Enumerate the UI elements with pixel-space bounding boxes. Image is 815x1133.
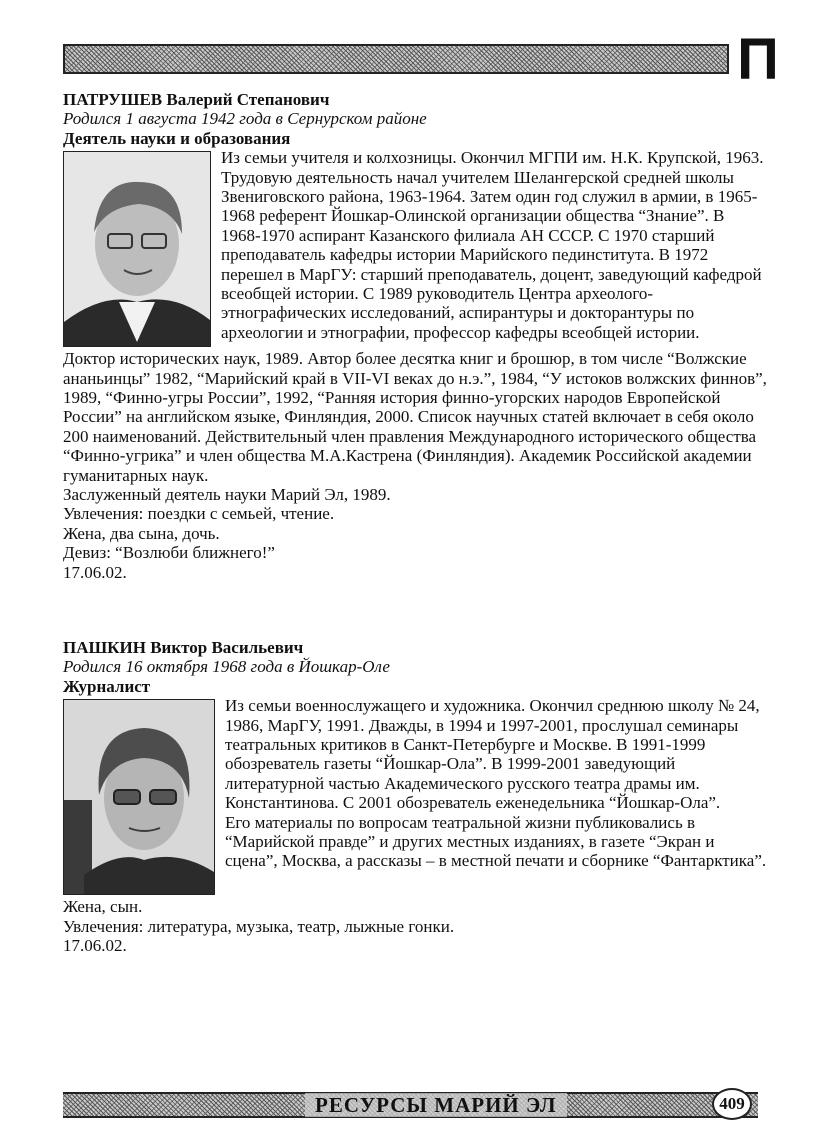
biography-text: Его материалы по вопросам театральной жизни публиковались в “Марийской правде” и других местных изданиях, в газете “Экран и сцена”, Москва, а рассказы – в местной печати и сборнике “Фантарктика”. [225, 812, 767, 871]
page-number: 409 [712, 1088, 752, 1120]
footer-title: РЕСУРСЫ МАРИЙ ЭЛ [305, 1093, 567, 1117]
person-name: ПАШКИН Виктор Васильевич [63, 638, 304, 657]
honor-line: Заслуженный деятель науки Марий Эл, 1989. [63, 485, 391, 505]
header-band [63, 44, 729, 74]
biography-text: Доктор исторических наук, 1989. Автор более десятка книг и брошюр, в том числе “Волжские ананьинцы” 1982, “Марийский край в VII-VI веках до н.э.”, 1984, “У истоков волжских финнов”, 1989, “Финно-угры России”, 1992, “Ранняя история финно-угорских народов Европейской России” на английском языке, Финляндия, 2000. Список научных статей включает в себя около 200 наименований. Действительный член правления Международного исторического общества “Финно-угрика” и член общества М.А.Кастрена (Финляндия). Академик Российской академии гуманитарных наук. [63, 349, 767, 485]
hobbies-line: Увлечения: поездки с семьей, чтение. [63, 504, 335, 524]
biography-entry [63, 638, 768, 955]
portrait-photo-icon [63, 151, 211, 347]
birth-info: Родился 1 августа 1942 года в Сернурском районе [63, 109, 427, 129]
biography-entry [63, 90, 768, 582]
date-line: 17.06.02. [63, 562, 127, 582]
motto-line: Девиз: “Возлюби ближнего!” [63, 543, 275, 563]
biography-text: Из семьи учителя и колхозницы. Окончил МГПИ им. Н.К. Крупской, 1963. Трудовую деятельность начал учителем Шелангерской средней школы Звениговского района, 1963-1964. Затем один год служил в армии, в 1965-1968 референт Йошкар-Олинской организации общества “Знание”. В 1968-1970 аспирант Казанского филиала АН СССР. С 1970 старший преподаватель кафедры истории Марийского пединститута. В 1972 перешел в МарГУ: старший преподаватель, доцент, заведующий кафедрой всеобщей истории. С 1989 руководитель Центра археолого-этнографических исследований, аспирантуры и докторантуры по археологии и этнографии, профессор кафедры всеобщей истории. [221, 148, 764, 342]
portrait-photo-icon [63, 699, 215, 895]
occupation: Деятель науки и образования [63, 128, 291, 148]
section-letter: П [737, 27, 779, 92]
birth-info: Родился 16 октября 1968 года в Йошкар-Оле [63, 657, 390, 677]
person-name: ПАТРУШЕВ Валерий Степанович [63, 90, 330, 109]
biography-text: Из семьи военнослужащего и художника. Окончил среднюю школу № 24, 1986, МарГУ, 1991. Дважды, в 1994 и 1997-2001, прослушал семинары театральных критиков в Санкт-Петербурге и Москве. В 1991-1999 обозреватель газеты “Йошкар-Ола”. В 1999-2001 заведующий литературной частью Академического русского театра драмы им. Константинова. С 2001 обозреватель еженедельника “Йошкар-Ола”. [225, 696, 760, 813]
family-line: Жена, сын. [63, 897, 143, 917]
date-line: 17.06.02. [63, 936, 127, 956]
occupation: Журналист [63, 676, 151, 696]
hobbies-line: Увлечения: литература, музыка, театр, лыжные гонки. [63, 916, 455, 936]
family-line: Жена, два сына, дочь. [63, 523, 220, 543]
